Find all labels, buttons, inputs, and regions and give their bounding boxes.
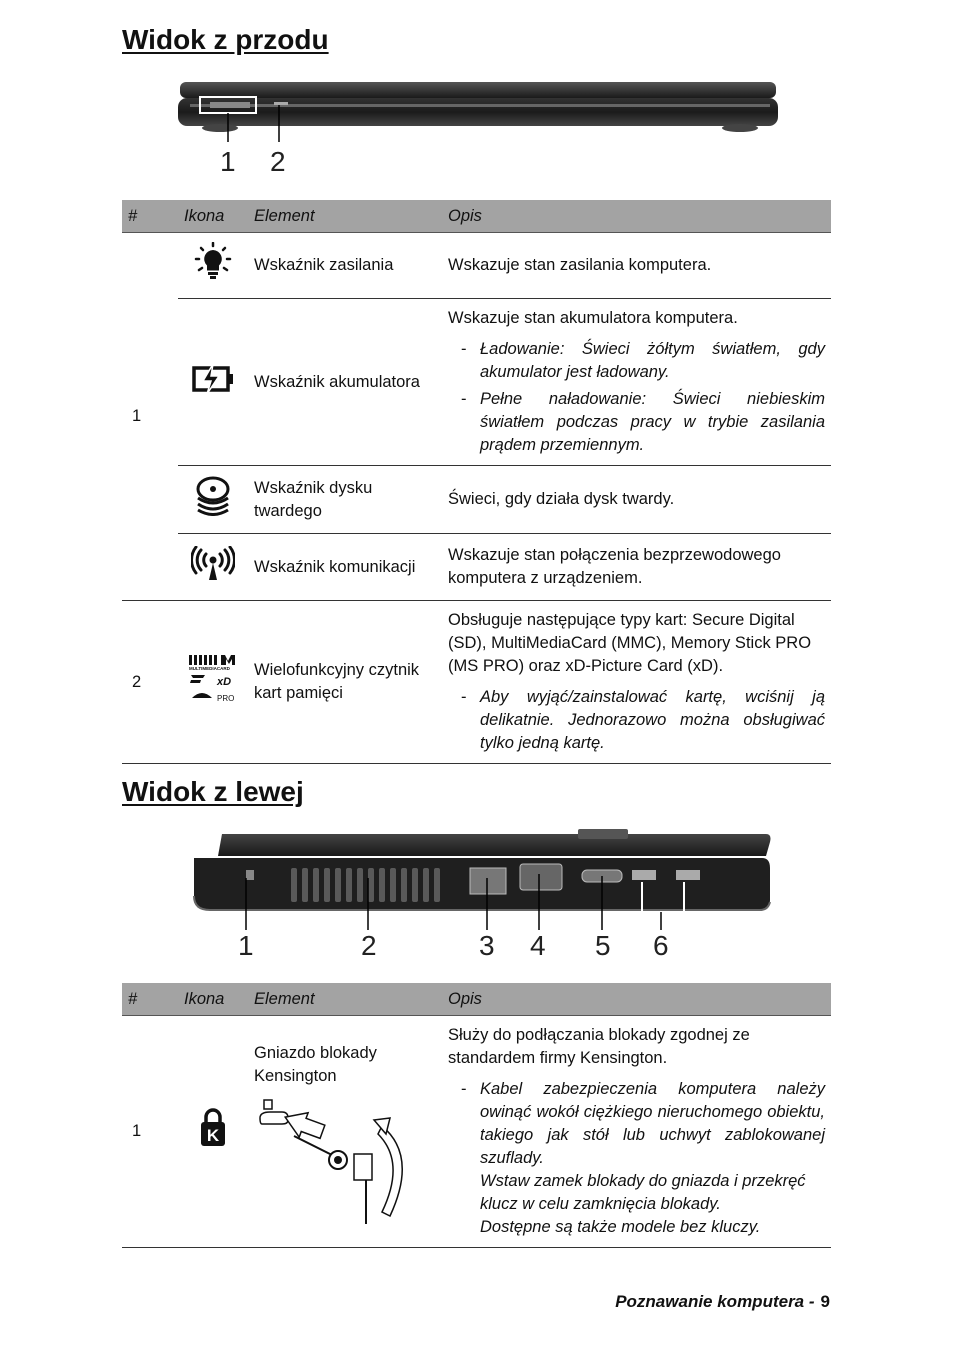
bullet-item: - Ładowanie: Świeci żółtym światłem, gdy akumulator jest ładowany.: [448, 338, 825, 384]
element-desc: Obsługuje następujące typy kart: Secure Digital (SD), MultiMediaCard (MMC), Memory Stick PRO (MS PRO) oraz xD-Picture Card (xD).: [448, 611, 812, 675]
bullet-item: - Aby wyjąć/zainstalować kartę, wciśnij ją delikatnie. Jednorazowo można obsługiwać tylko jedną kartę.: [448, 686, 825, 755]
table-row: [122, 299, 831, 466]
kensington-lock-diagram: [254, 1096, 414, 1226]
page-footer: [615, 1292, 830, 1312]
footer-label: Poznawanie komputera -: [615, 1292, 815, 1311]
left-view-illustration: [170, 826, 790, 930]
bullet-item: - Pełne naładowanie: Świeci niebieskim światłem podczas pracy w trybie zasilania prądem przemiennym.: [448, 388, 825, 457]
col-header-icon: Ikona: [178, 983, 248, 1016]
element-label: Wskaźnik akumulatora: [248, 299, 442, 466]
table-row: [122, 466, 831, 534]
col-header-num: #: [122, 983, 178, 1016]
bullet-item: [448, 1078, 825, 1239]
left-callout-6: 6: [653, 930, 669, 961]
element-label: Gniazdo blokady Kensington: [254, 1044, 377, 1085]
col-header-desc: Opis: [442, 983, 831, 1016]
bullet-line: Wstaw zamek blokady do gniazda i przekręć klucz w celu zamknięcia blokady.: [480, 1172, 806, 1213]
row-number: 1: [122, 1016, 178, 1248]
kensington-lock-icon: [198, 1108, 228, 1148]
row-number: 2: [122, 601, 178, 764]
col-header-desc: Opis: [442, 200, 831, 233]
front-spec-table: [122, 200, 831, 764]
row-number: 1: [122, 233, 178, 601]
left-callout-5: 5: [595, 930, 611, 961]
section-title-left: Widok z lewej: [122, 776, 304, 807]
bullet-line: Dostępne są także modele bez kluczy.: [480, 1218, 761, 1236]
front-view-illustration: [170, 72, 790, 142]
left-spec-table: [122, 983, 831, 1248]
element-label: Wskaźnik zasilania: [248, 233, 442, 299]
wireless-icon: [191, 546, 235, 582]
element-label: Wielofunkcyjny czytnik kart pamięci: [248, 601, 442, 764]
battery-charge-icon: [191, 362, 235, 396]
element-label: Wskaźnik dysku twardego: [248, 466, 442, 534]
col-header-num: #: [122, 200, 178, 233]
card-logos-icon: [187, 653, 239, 705]
element-label: Wskaźnik komunikacji: [248, 534, 442, 601]
element-desc: Świeci, gdy działa dysk twardy.: [442, 466, 831, 534]
pro-logo-text: PRO: [217, 693, 235, 703]
col-header-element: Element: [248, 983, 442, 1016]
svg-text:xD: xD: [217, 675, 232, 688]
bullet-line: - Kabel zabezpieczenia komputera należy owinąć wokół ciężkiego nieruchomego obiektu, takiego jak stół lub uchwyt zablokowanej szuflady.: [480, 1080, 825, 1167]
table-header-row: [122, 983, 831, 1016]
svg-text:K: K: [206, 1126, 220, 1145]
table-row: [122, 233, 831, 299]
element-desc: Wskazuje stan akumulatora komputera.: [448, 309, 738, 327]
col-header-icon: Ikona: [178, 200, 248, 233]
power-light-icon: [193, 242, 233, 282]
hard-disk-icon: [194, 476, 232, 516]
table-row: [122, 601, 831, 764]
front-callout-2: 2: [270, 146, 286, 177]
col-header-element: Element: [248, 200, 442, 233]
table-row: [122, 1016, 831, 1248]
element-desc: Wskazuje stan połączenia bezprzewodowego komputera z urządzeniem.: [442, 534, 831, 601]
element-desc: Służy do podłączania blokady zgodnej ze standardem firmy Kensington.: [448, 1026, 750, 1067]
left-callout-1: 1: [238, 930, 254, 961]
left-callout-2: 2: [361, 930, 377, 961]
element-desc: Wskazuje stan zasilania komputera.: [442, 233, 831, 299]
page-number: 9: [820, 1292, 830, 1311]
table-header-row: [122, 200, 831, 233]
section-title-front: Widok z przodu: [122, 24, 329, 55]
mmc-logo-text: MULTIMEDIACARD: [189, 665, 230, 671]
table-row: [122, 534, 831, 601]
left-callout-4: 4: [530, 930, 546, 961]
left-callout-3: 3: [479, 930, 495, 961]
front-callout-1: 1: [220, 146, 236, 177]
